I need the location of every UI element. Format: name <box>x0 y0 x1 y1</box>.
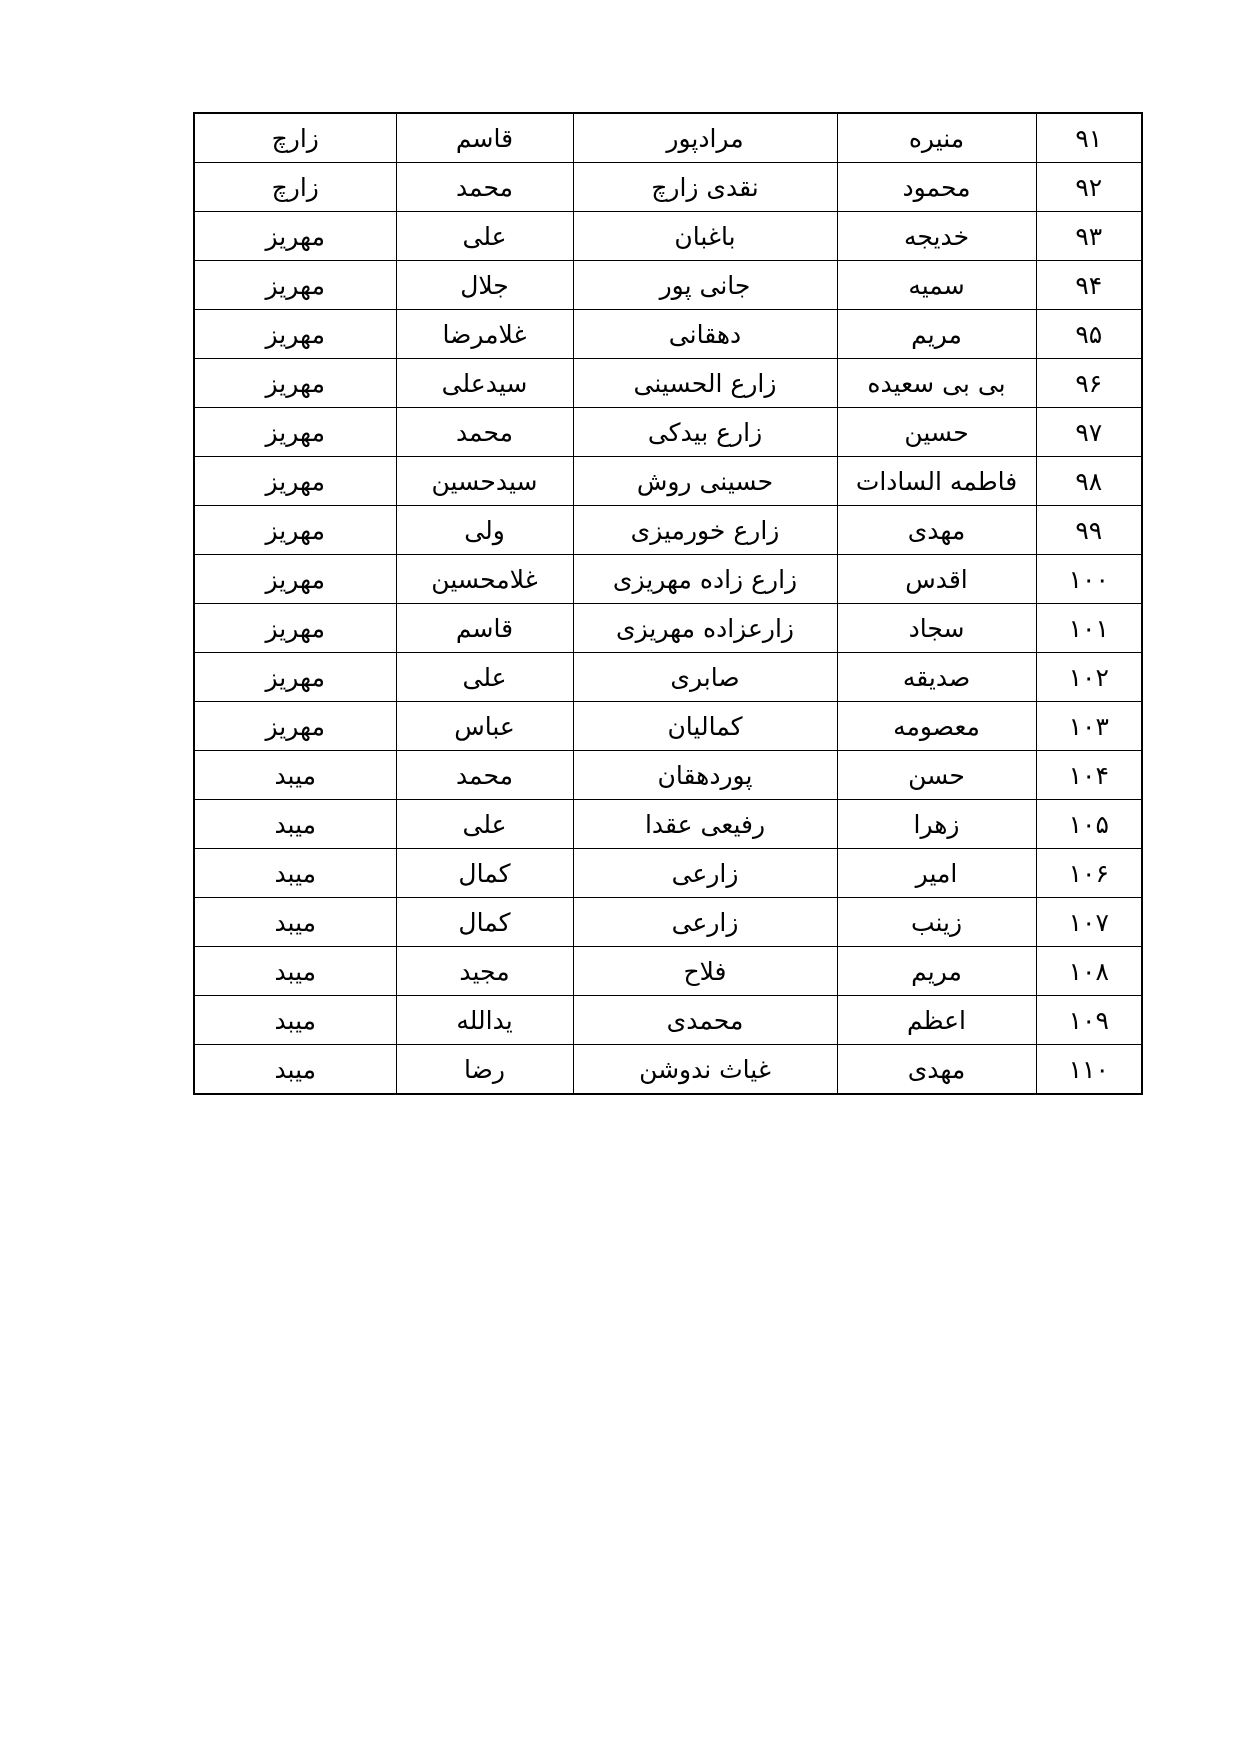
city-cell: مهریز <box>194 359 396 408</box>
city-cell: مهریز <box>194 506 396 555</box>
table-row <box>194 212 1142 261</box>
city-cell: مهریز <box>194 653 396 702</box>
row-number-cell: ۱۰۷ <box>1036 898 1142 947</box>
first-name-cell: مریم <box>837 310 1036 359</box>
row-number-cell: ۹۵ <box>1036 310 1142 359</box>
first-name-cell: صدیقه <box>837 653 1036 702</box>
city-cell: مهریز <box>194 310 396 359</box>
row-number-cell: ۱۰۰ <box>1036 555 1142 604</box>
first-name-cell: سمیه <box>837 261 1036 310</box>
first-name-cell: مهدی <box>837 1045 1036 1095</box>
father-name-cell: علی <box>396 800 573 849</box>
row-number-cell: ۱۰۵ <box>1036 800 1142 849</box>
last-name-cell: زارعی <box>573 849 837 898</box>
first-name-cell: فاطمه السادات <box>837 457 1036 506</box>
table-row <box>194 849 1142 898</box>
first-name-cell: حسین <box>837 408 1036 457</box>
first-name-cell: مهدی <box>837 506 1036 555</box>
father-name-cell: غلامرضا <box>396 310 573 359</box>
table-row <box>194 310 1142 359</box>
table-row <box>194 457 1142 506</box>
row-number-cell: ۱۰۸ <box>1036 947 1142 996</box>
last-name-cell: مرادپور <box>573 113 837 163</box>
last-name-cell: جانی پور <box>573 261 837 310</box>
city-cell: مهریز <box>194 212 396 261</box>
first-name-cell: منیره <box>837 113 1036 163</box>
row-number-cell: ۹۷ <box>1036 408 1142 457</box>
father-name-cell: عباس <box>396 702 573 751</box>
city-cell: مهریز <box>194 604 396 653</box>
father-name-cell: سیدحسین <box>396 457 573 506</box>
father-name-cell: غلامحسین <box>396 555 573 604</box>
row-number-cell: ۹۹ <box>1036 506 1142 555</box>
row-number-cell: ۹۳ <box>1036 212 1142 261</box>
row-number-cell: ۱۰۳ <box>1036 702 1142 751</box>
city-cell: مهریز <box>194 408 396 457</box>
last-name-cell: دهقانی <box>573 310 837 359</box>
first-name-cell: اعظم <box>837 996 1036 1045</box>
first-name-cell: اقدس <box>837 555 1036 604</box>
row-number-cell: ۹۶ <box>1036 359 1142 408</box>
table-row <box>194 113 1142 163</box>
table-row <box>194 163 1142 212</box>
last-name-cell: پوردهقان <box>573 751 837 800</box>
table-row <box>194 898 1142 947</box>
last-name-cell: رفیعی عقدا <box>573 800 837 849</box>
table-row <box>194 653 1142 702</box>
table-row <box>194 1045 1142 1095</box>
table-row <box>194 555 1142 604</box>
city-cell: مهریز <box>194 702 396 751</box>
father-name-cell: کمال <box>396 849 573 898</box>
roster-table <box>193 112 1143 1095</box>
row-number-cell: ۹۱ <box>1036 113 1142 163</box>
city-cell: میبد <box>194 751 396 800</box>
city-cell: مهریز <box>194 261 396 310</box>
first-name-cell: سجاد <box>837 604 1036 653</box>
row-number-cell: ۱۱۰ <box>1036 1045 1142 1095</box>
last-name-cell: زارع الحسینی <box>573 359 837 408</box>
table-row <box>194 702 1142 751</box>
last-name-cell: زارعزاده مهریزی <box>573 604 837 653</box>
row-number-cell: ۱۰۲ <box>1036 653 1142 702</box>
first-name-cell: خدیجه <box>837 212 1036 261</box>
table-row <box>194 947 1142 996</box>
last-name-cell: محمدی <box>573 996 837 1045</box>
first-name-cell: بی بی سعیده <box>837 359 1036 408</box>
father-name-cell: علی <box>396 653 573 702</box>
father-name-cell: محمد <box>396 408 573 457</box>
table-row <box>194 506 1142 555</box>
last-name-cell: نقدی زارچ <box>573 163 837 212</box>
row-number-cell: ۹۲ <box>1036 163 1142 212</box>
father-name-cell: یدالله <box>396 996 573 1045</box>
table-row <box>194 261 1142 310</box>
table-row <box>194 751 1142 800</box>
father-name-cell: محمد <box>396 163 573 212</box>
father-name-cell: جلال <box>396 261 573 310</box>
father-name-cell: علی <box>396 212 573 261</box>
father-name-cell: رضا <box>396 1045 573 1095</box>
last-name-cell: زارع زاده مهریزی <box>573 555 837 604</box>
last-name-cell: فلاح <box>573 947 837 996</box>
row-number-cell: ۹۸ <box>1036 457 1142 506</box>
last-name-cell: کمالیان <box>573 702 837 751</box>
table-row <box>194 996 1142 1045</box>
row-number-cell: ۱۰۶ <box>1036 849 1142 898</box>
last-name-cell: صابری <box>573 653 837 702</box>
last-name-cell: غیاث ندوشن <box>573 1045 837 1095</box>
father-name-cell: قاسم <box>396 113 573 163</box>
first-name-cell: محمود <box>837 163 1036 212</box>
table-row <box>194 800 1142 849</box>
table-row <box>194 408 1142 457</box>
first-name-cell: زینب <box>837 898 1036 947</box>
city-cell: مهریز <box>194 555 396 604</box>
city-cell: میبد <box>194 1045 396 1095</box>
city-cell: مهریز <box>194 457 396 506</box>
first-name-cell: مریم <box>837 947 1036 996</box>
row-number-cell: ۱۰۴ <box>1036 751 1142 800</box>
first-name-cell: حسن <box>837 751 1036 800</box>
table-row <box>194 359 1142 408</box>
father-name-cell: سیدعلی <box>396 359 573 408</box>
father-name-cell: ولی <box>396 506 573 555</box>
last-name-cell: حسینی روش <box>573 457 837 506</box>
father-name-cell: قاسم <box>396 604 573 653</box>
city-cell: میبد <box>194 800 396 849</box>
row-number-cell: ۱۰۱ <box>1036 604 1142 653</box>
city-cell: میبد <box>194 849 396 898</box>
father-name-cell: محمد <box>396 751 573 800</box>
city-cell: میبد <box>194 996 396 1045</box>
father-name-cell: مجید <box>396 947 573 996</box>
city-cell: میبد <box>194 947 396 996</box>
first-name-cell: زهرا <box>837 800 1036 849</box>
row-number-cell: ۱۰۹ <box>1036 996 1142 1045</box>
city-cell: زارچ <box>194 163 396 212</box>
row-number-cell: ۹۴ <box>1036 261 1142 310</box>
first-name-cell: معصومه <box>837 702 1036 751</box>
last-name-cell: زارعی <box>573 898 837 947</box>
first-name-cell: امیر <box>837 849 1036 898</box>
last-name-cell: زارع خورمیزی <box>573 506 837 555</box>
city-cell: زارچ <box>194 113 396 163</box>
roster-table-body <box>194 113 1142 1094</box>
last-name-cell: زارع بیدکی <box>573 408 837 457</box>
table-row <box>194 604 1142 653</box>
city-cell: میبد <box>194 898 396 947</box>
father-name-cell: کمال <box>396 898 573 947</box>
last-name-cell: باغبان <box>573 212 837 261</box>
